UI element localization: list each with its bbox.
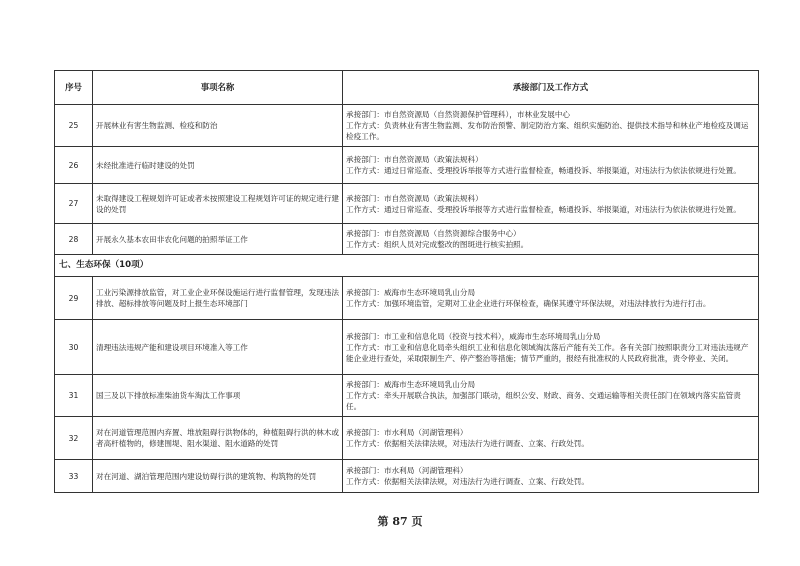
row-number: 27 xyxy=(55,184,93,224)
row-number: 33 xyxy=(55,460,93,493)
row-department: 承接部门：市工业和信息化局（投资与技术科），威海市生态环境局乳山分局 工作方式：市工业和信息化局牵头组织工业和信息化领域淘汰落后产能有关工作。各有关部门按照职责分工对违法违规产能企业进行查处，采取限制生产、停产整治等措施；情节严重的，报经有批准权的人民政府批准，责令停业、关闭。 xyxy=(343,320,759,375)
row-department: 承接部门：市自然资源局（自然资源综合服务中心） 工作方式：组织人员对完成整改的图斑进行核实拍照。 xyxy=(343,224,759,255)
table-row xyxy=(55,320,759,375)
section-title: 七、生态环保（10项） xyxy=(55,255,759,277)
table-row xyxy=(55,147,759,184)
row-item-name: 对在河道、湖泊管理范围内建设妨碍行洪的建筑物、构筑物的处罚 xyxy=(93,460,343,493)
row-number: 30 xyxy=(55,320,93,375)
row-department: 承接部门：市水利局（河湖管理科） 工作方式：依据相关法律法规，对违法行为进行调查、立案、行政处罚。 xyxy=(343,460,759,493)
row-item-name: 开展永久基本农田非农化问题的拍照举证工作 xyxy=(93,224,343,255)
table-row xyxy=(55,417,759,460)
row-item-name: 未取得建设工程规划许可证或者未按照建设工程规划许可证的规定进行建设的处罚 xyxy=(93,184,343,224)
table-row xyxy=(55,277,759,320)
row-number: 26 xyxy=(55,147,93,184)
row-number: 25 xyxy=(55,105,93,147)
matters-table xyxy=(54,70,759,493)
row-department: 承接部门：市自然资源局（政策法规科） 工作方式：通过日常巡查、受理投诉举报等方式进行监督检查，畅通投诉、举报渠道，对违法行为依法依规进行处置。 xyxy=(343,147,759,184)
section-row xyxy=(55,255,759,277)
row-number: 28 xyxy=(55,224,93,255)
row-department: 承接部门：威海市生态环境局乳山分局 工作方式：牵头开展联合执法，加强部门联动，组织公安、财政、商务、交通运输等相关责任部门在领域内落实监管责任。 xyxy=(343,375,759,417)
row-item-name: 国三及以下排放标准柴油货车淘汰工作事项 xyxy=(93,375,343,417)
header-department: 承接部门及工作方式 xyxy=(343,71,759,105)
row-department: 承接部门：市自然资源局（自然资源保护管理科），市林业发展中心 工作方式：负责林业有害生物监测、发布防治预警、制定防治方案、组织实施防治、提供技术指导和林业产地检疫及调运检疫工作。 xyxy=(343,105,759,147)
row-item-name: 未经批准进行临时建设的处罚 xyxy=(93,147,343,184)
table-row xyxy=(55,105,759,147)
table-row xyxy=(55,224,759,255)
row-department: 承接部门：市水利局（河湖管理科） 工作方式：依据相关法律法规，对违法行为进行调查、立案、行政处罚。 xyxy=(343,417,759,460)
row-item-name: 开展林业有害生物监测、检疫和防治 xyxy=(93,105,343,147)
table-header-row xyxy=(55,71,759,105)
header-number: 序号 xyxy=(55,71,93,105)
row-item-name: 工业污染源排放监管，对工业企业环保设施运行进行监督管理，发现违法排放、超标排放等问题及时上报生态环境部门 xyxy=(93,277,343,320)
table-row xyxy=(55,375,759,417)
row-department: 承接部门：市自然资源局（政策法规科） 工作方式：通过日常巡查、受理投诉举报等方式进行监督检查，畅通投诉、举报渠道，对违法行为依法依规进行处置。 xyxy=(343,184,759,224)
row-department: 承接部门：威海市生态环境局乳山分局 工作方式：加强环境监管，定期对工业企业进行环保检查，确保其遵守环保法规，对违法排放行为进行打击。 xyxy=(343,277,759,320)
header-item-name: 事项名称 xyxy=(93,71,343,105)
row-number: 29 xyxy=(55,277,93,320)
row-number: 31 xyxy=(55,375,93,417)
row-item-name: 清理违法违规产能和建设项目环境准入等工作 xyxy=(93,320,343,375)
table-row xyxy=(55,460,759,493)
row-item-name: 对在河道管理范围内弃置、堆放阻碍行洪物体的，种植阻碍行洪的林木或者高杆植物的，修建围堤、阻水渠道、阻水道路的处罚 xyxy=(93,417,343,460)
page-number: 第 87 页 xyxy=(377,515,423,528)
row-number: 32 xyxy=(55,417,93,460)
table-row xyxy=(55,184,759,224)
